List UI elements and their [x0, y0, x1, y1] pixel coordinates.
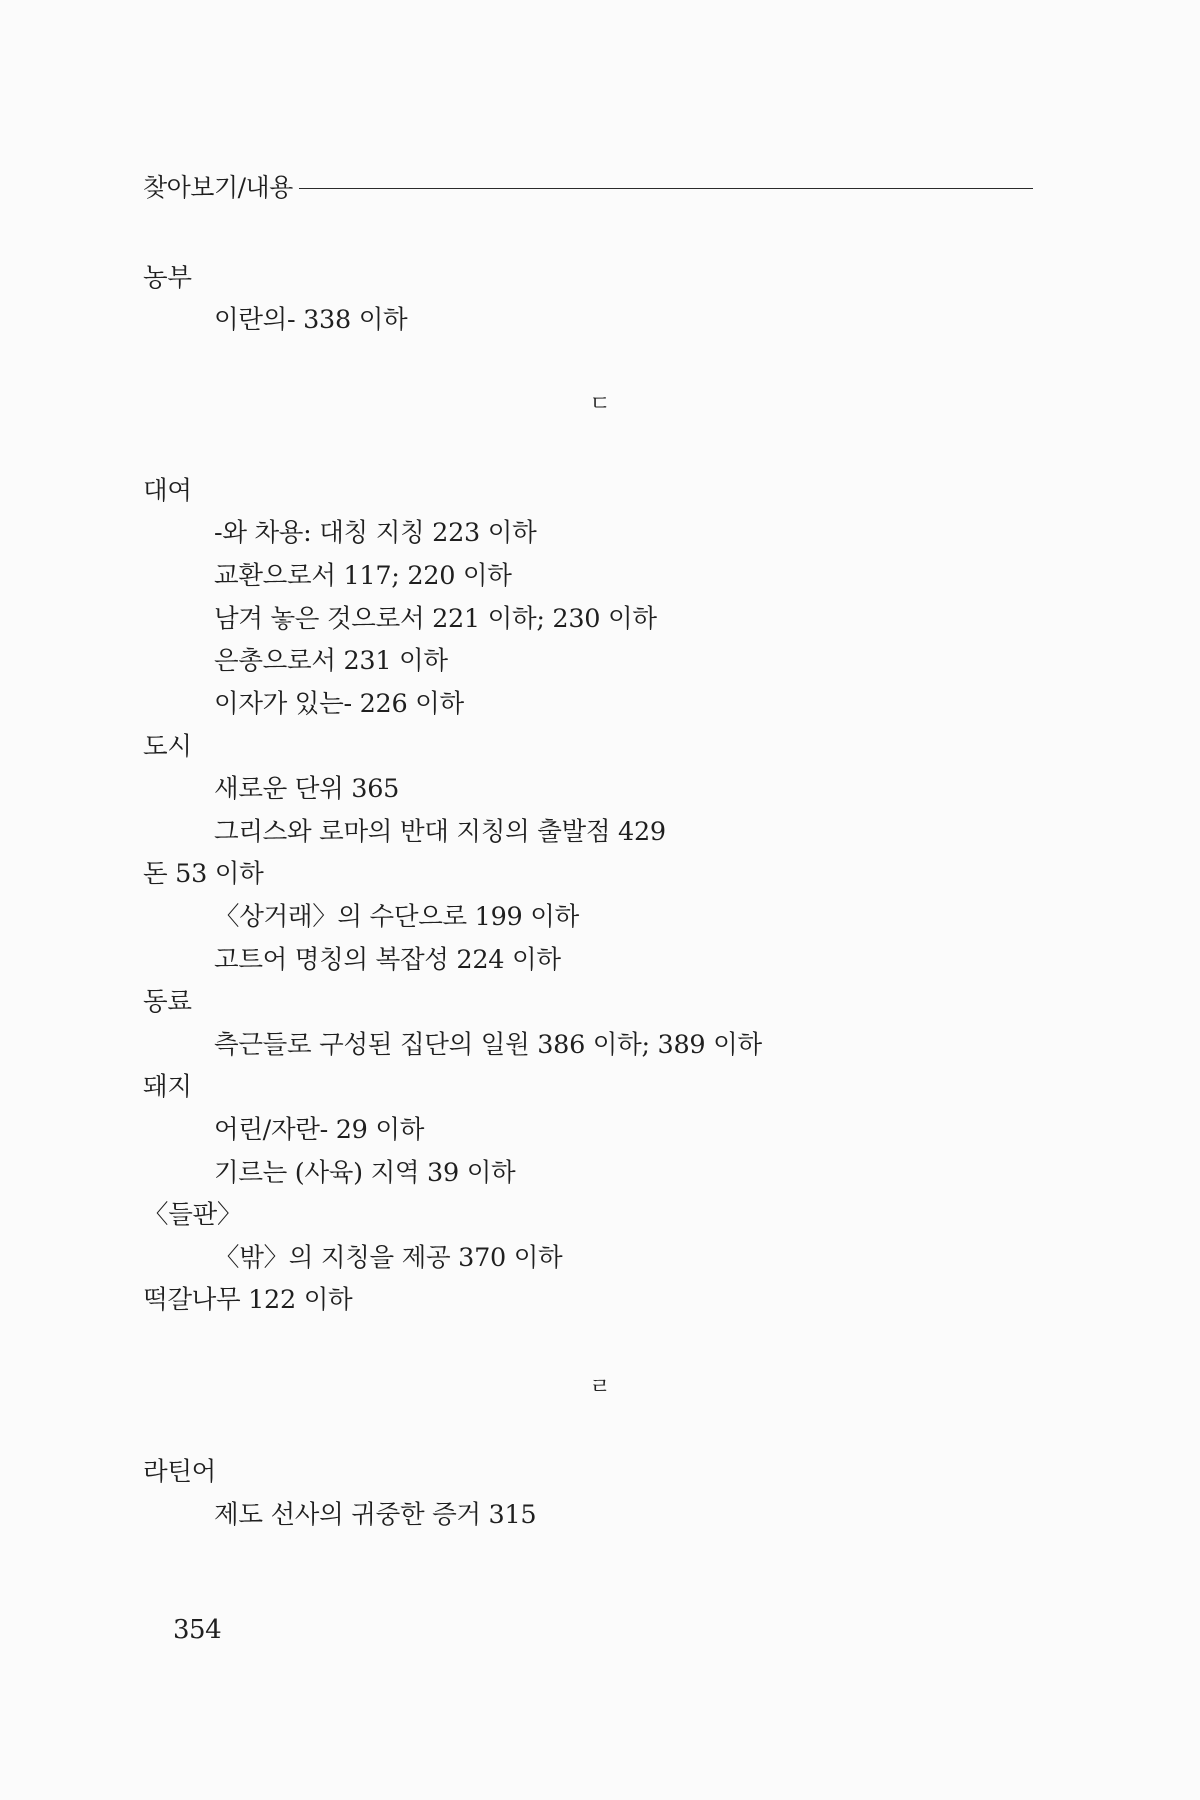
- index-entry: 돼지: [143, 1072, 192, 1102]
- index-subentry: 제도 선사의 귀중한 증거 315: [214, 1500, 537, 1530]
- index-entry: 농부: [143, 263, 192, 293]
- index-subentry: 그리스와 로마의 반대 지칭의 출발점 429: [214, 817, 666, 847]
- index-entry: 대여: [143, 476, 192, 506]
- index-entry: 떡갈나무 122 이하: [143, 1285, 353, 1315]
- index-subentry: 이자가 있는- 226 이하: [214, 689, 464, 719]
- index-subentry: 교환으로서 117; 220 이하: [214, 561, 512, 591]
- index-subentry: 〈상거래〉의 수단으로 199 이하: [214, 902, 579, 932]
- index-subentry: 남겨 놓은 것으로서 221 이하; 230 이하: [214, 604, 657, 634]
- section-letter: ㄹ: [589, 1375, 611, 1400]
- running-head-title: 찾아보기/내용: [143, 173, 293, 202]
- index-subentry: 이란의- 338 이하: [214, 305, 408, 335]
- index-entry: 도시: [143, 732, 192, 762]
- running-head: [143, 168, 1033, 204]
- index-entry: 돈 53 이하: [143, 859, 264, 889]
- page-number: 354: [173, 1615, 222, 1645]
- index-subentry: 〈밖〉의 지칭을 제공 370 이하: [214, 1243, 563, 1273]
- index-subentry: 기르는 (사육) 지역 39 이하: [214, 1158, 516, 1188]
- section-letter: ㄷ: [589, 392, 611, 417]
- index-subentry: 측근들로 구성된 집단의 일원 386 이하; 389 이하: [214, 1030, 762, 1060]
- index-entry: 라틴어: [143, 1457, 216, 1487]
- running-head-rule: [299, 188, 1033, 189]
- index-subentry: 새로운 단위 365: [214, 774, 400, 804]
- index-entry: 동료: [143, 987, 192, 1017]
- index-subentry: 고트어 명칭의 복잡성 224 이하: [214, 945, 561, 975]
- index-subentry: 어린/자란- 29 이하: [214, 1115, 425, 1145]
- index-subentry: -와 차용: 대칭 지칭 223 이하: [214, 518, 537, 548]
- index-entry: 〈들판〉: [143, 1200, 243, 1230]
- index-subentry: 은총으로서 231 이하: [214, 646, 448, 676]
